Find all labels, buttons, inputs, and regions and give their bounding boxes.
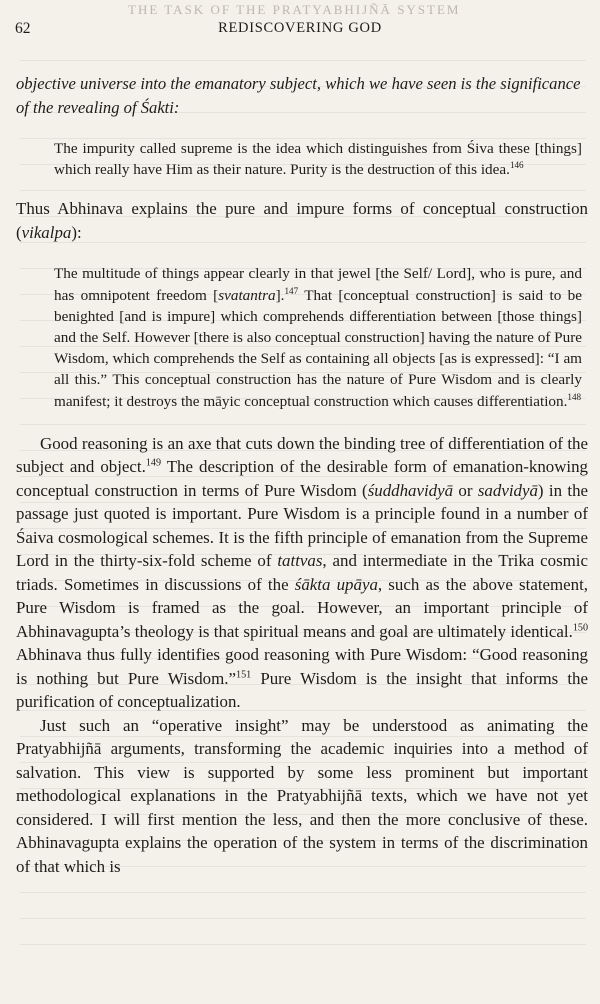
footnote-ref-150: 150 [572, 622, 588, 634]
paragraph-good-reasoning [16, 432, 588, 714]
paragraph-vikalpa [16, 197, 588, 244]
quote-text: ]. [275, 286, 285, 304]
block-quote-147-148 [54, 263, 582, 411]
term-tattvas: tattvas [277, 551, 323, 571]
paragraph-text: , and intermediate in the Trika cosmic triads. Sometimes in discussions of the [16, 551, 588, 594]
paragraph-operative-insight: Just such an “operative insight” may be understood as animating the Pratyabhijñā arguments, transforming the academic inquiries into a method of salvation. This view is supported by some less prominent but important methodological explanations in the Pratyabhijñā texts, which we have not yet considered. I will first mention the less, and then the more conclusive of these. Abhinavagupta explains the operation of the system in terms of the discrimination of that which is [16, 715, 588, 876]
paragraph-text: ) in the passage just quoted is important. Pure Wisdom is a principle found in a number of Śaiva cosmological schemes. It is the fifth principle of emanation from the Supreme Lord in the thirty-six-fold scheme of [16, 480, 589, 571]
paragraph-text: ): [71, 222, 82, 242]
paragraph-text: Thus Abhinava explains the pure and impure forms of conceptual construction ( [16, 199, 588, 242]
footnote-ref-149: 149 [145, 457, 161, 469]
running-title: REDISCOVERING GOD [218, 20, 382, 36]
paragraph-text: , such as the above statement, Pure Wisdom is framed as the goal. However, an important principle of Abhinavagupta’s theology is that spiritual means and goal are ultimately identical. [16, 574, 589, 641]
paragraph-text: Abhinava thus fully identifies good reasoning with Pure Wisdom: “Good reasoning is nothing but Pure Wisdom.” [16, 645, 588, 688]
page-number: 62 [15, 20, 31, 37]
term-suddhavidya: śuddhavidyā [367, 480, 454, 500]
footnote-ref-148: 148 [567, 391, 582, 402]
paragraph-text: Good reasoning is an axe that cuts down the binding tree of differentiation of the subject and object. [16, 433, 588, 477]
footnote-ref-147: 147 [284, 285, 299, 296]
footnote-ref-146: 146 [509, 160, 524, 171]
paragraph-text: or [453, 480, 478, 500]
term-sakta-upaya: śākta upāya [294, 574, 378, 594]
quote-text: That [conceptual construction] is said to be benighted [and is impure] which comprehends differentiation between [those things] and the Self. However [there is also conceptual construction] having the nature of Pure Wisdom, which comprehends the Self as containing all objects [as is expressed]: “I am all this.” This conceptual construction has the nature of Pure Wisdom and is clearly manifest; it destroys the māyic conceptual construction which causes differentiation. [54, 286, 583, 410]
paragraph-text: Pure Wisdom is the insight that informs the purification of conceptualization. [16, 668, 588, 712]
term-sadvidya: sadvidyā [477, 480, 538, 500]
show-through-header: THE TASK OF THE PRATYABHIJÑĀ SYSTEM [128, 2, 461, 17]
footnote-ref-151: 151 [236, 669, 252, 681]
quote-text: The impurity called supreme is the idea which distinguishes from Śiva these [things] which really have Him as their nature. Purity is the destruction of this idea. [54, 140, 582, 179]
term-svatantra: svatantra [218, 286, 276, 304]
term-vikalpa: vikalpa [21, 222, 72, 242]
lead-paragraph: objective universe into the emanatory subject, which we have seen is the significance of the revealing of Śakti: [16, 74, 581, 117]
block-quote-146 [54, 138, 582, 180]
paragraph-text: The description of the desirable form of emanation-knowing conceptual construction in terms of Pure Wisdom ( [16, 457, 589, 500]
body-text [16, 72, 588, 878]
page-header [0, 20, 600, 44]
quote-text: The multitude of things appear clearly in that jewel [the Self/ Lord], who is pure, and has omnipotent freedom [ [54, 265, 582, 304]
